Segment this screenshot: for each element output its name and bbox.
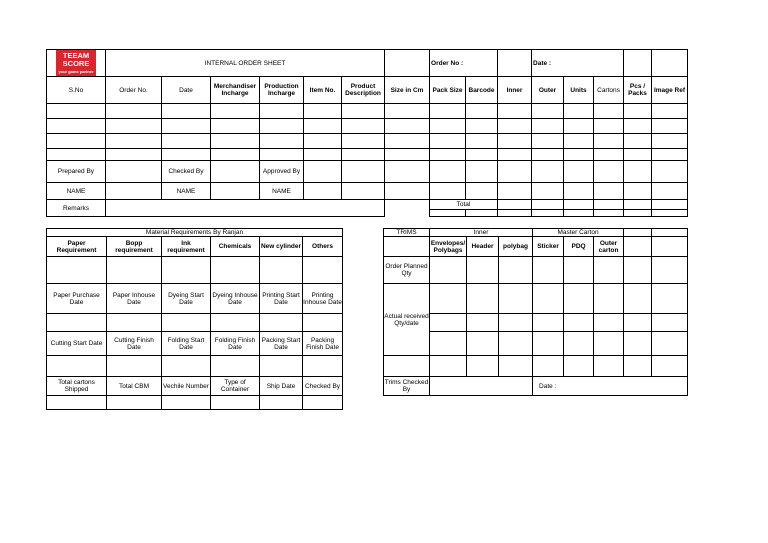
- col-merchandiser: Merchandiser Incharge: [211, 77, 260, 104]
- printing-start-date: Printing Start Date: [260, 284, 303, 314]
- table-row[interactable]: [384, 356, 688, 377]
- polybag-header: polybag: [499, 237, 533, 257]
- trims-checked-by-field[interactable]: [430, 377, 533, 396]
- folding-start-date: Folding Start Date: [162, 332, 211, 356]
- order-planned-qty-label: Order Planned Qty: [384, 257, 430, 284]
- table-row[interactable]: [47, 119, 688, 134]
- dyeing-inhouse-date: Dyeing Inhouse Date: [211, 284, 260, 314]
- table-row[interactable]: [47, 314, 343, 332]
- dyeing-start-date: Dyeing Start Date: [162, 284, 211, 314]
- vehicle-number: Vechile Number: [162, 377, 211, 396]
- order-no-label: Order No :: [430, 50, 498, 77]
- packing-finish-date: Packing Finish Date: [303, 332, 343, 356]
- folding-finish-date: Folding Finish Date: [211, 332, 260, 356]
- col-image-ref: Image Ref: [652, 77, 688, 104]
- trims-date-label: Date :: [533, 377, 688, 396]
- total-cbm: Total CBM: [107, 377, 162, 396]
- col-barcode: Barcode: [466, 77, 498, 104]
- total-label: Total: [430, 200, 498, 210]
- col-date: Date: [162, 77, 211, 104]
- ink-req-header: Ink requirement: [162, 237, 211, 257]
- outer-carton-header: Outer carton: [594, 237, 624, 257]
- table-row[interactable]: [47, 396, 343, 410]
- name-label: NAME: [162, 183, 211, 200]
- ship-date: Ship Date: [260, 377, 303, 396]
- col-outer: Outer: [532, 77, 564, 104]
- new-cylinder-header: New cylinder: [260, 237, 303, 257]
- date-label: Date :: [532, 50, 624, 77]
- paper-req-header: Paper Requirement: [47, 237, 107, 257]
- company-logo: TEEAM SCORE your game partner: [56, 50, 96, 76]
- paper-inhouse-date: Paper Inhouse Date: [107, 284, 162, 314]
- others-header: Others: [303, 237, 343, 257]
- cutting-start-date: Cutting Start Date: [47, 332, 107, 356]
- trims-title: TRIMS: [384, 229, 430, 237]
- col-production: Production Incharge: [260, 77, 304, 104]
- actual-received-label: Actual received Qty/date: [384, 284, 430, 356]
- trims-table: [383, 228, 688, 396]
- remarks-field[interactable]: [106, 200, 385, 217]
- sticker-header: Sticker: [533, 237, 564, 257]
- order-sheet-table: [46, 49, 688, 217]
- master-carton-label: Master Carton: [533, 229, 624, 237]
- remarks-label: Remarks: [47, 200, 106, 217]
- table-row[interactable]: [47, 257, 343, 284]
- checked-by-label: Checked By: [162, 161, 211, 183]
- material-title: Material Requirements By Ranjan: [47, 229, 343, 237]
- checked-by: Checked By: [303, 377, 343, 396]
- sheet-title: INTERNAL ORDER SHEET: [106, 50, 385, 77]
- column-header-row: [47, 77, 688, 104]
- col-pcs-packs: Pcs / Packs: [624, 77, 652, 104]
- col-order-no: Order No.: [106, 77, 162, 104]
- packing-start-date: Packing Start Date: [260, 332, 303, 356]
- material-requirements-table: [46, 228, 343, 410]
- inner-group-label: Inner: [430, 229, 533, 237]
- type-of-container: Type of Container: [211, 377, 260, 396]
- table-row[interactable]: [47, 356, 343, 377]
- chemicals-header: Chemicals: [211, 237, 260, 257]
- col-product-desc: Product Description: [342, 77, 385, 104]
- col-pack-size: Pack Size: [430, 77, 466, 104]
- prepared-by-label: Prepared By: [47, 161, 106, 183]
- printing-inhouse-date: Printing Inhouse Date: [303, 284, 343, 314]
- table-row[interactable]: [47, 134, 688, 149]
- col-units: Units: [564, 77, 594, 104]
- name-label: NAME: [47, 183, 106, 200]
- col-size: Size in Cm: [385, 77, 430, 104]
- pdq-header: PDQ: [564, 237, 594, 257]
- paper-purchase-date: Paper Purchase Date: [47, 284, 107, 314]
- bopp-req-header: Bopp requirement: [107, 237, 162, 257]
- col-item-no: Item No.: [304, 77, 342, 104]
- cutting-finish-date: Cutting Finish Date: [107, 332, 162, 356]
- col-cartons: Cartons: [594, 77, 624, 104]
- table-row[interactable]: [47, 104, 688, 119]
- col-sno: S.No: [47, 77, 106, 104]
- col-inner: Inner: [498, 77, 532, 104]
- envelopes-header: Envelopes/ Polybags: [430, 237, 467, 257]
- header-header: Header: [467, 237, 499, 257]
- approved-by-label: Approved By: [260, 161, 304, 183]
- name-label: NAME: [260, 183, 304, 200]
- trims-checked-by-label: Trims Checked By: [384, 377, 430, 396]
- total-cartons-shipped: Total cartons Shipped: [47, 377, 107, 396]
- table-row[interactable]: [47, 149, 688, 161]
